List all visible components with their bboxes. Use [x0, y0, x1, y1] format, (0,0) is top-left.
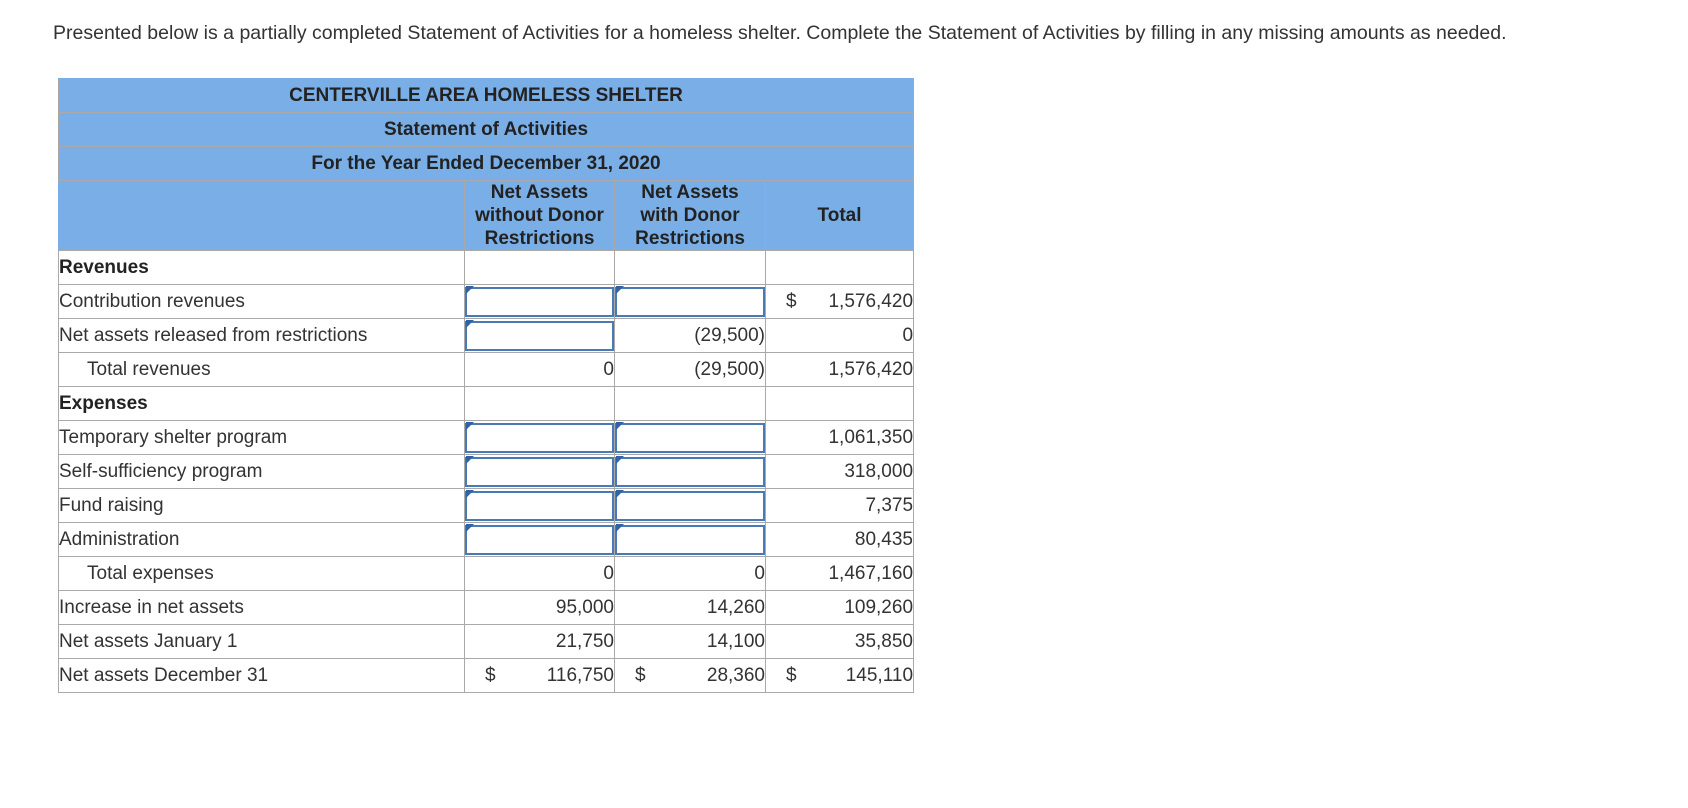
table-row-increase-net-assets — [59, 591, 914, 625]
table-row-self-sufficiency — [59, 455, 914, 489]
self-sufficiency-without-restrictions-input[interactable] — [465, 457, 614, 487]
col1-header-line1: Net Assets — [490, 182, 589, 203]
net-assets-dec31-with-restrictions: 28,360 — [706, 664, 765, 686]
table-row-contribution-revenues — [59, 285, 914, 319]
contribution-revenues-with-restrictions-input[interactable] — [615, 287, 765, 317]
row-label: Increase in net assets — [59, 591, 465, 625]
net-assets-dec31-total: 145,110 — [845, 664, 914, 686]
net-assets-jan1-with-restrictions: 14,100 — [615, 625, 766, 659]
org-name-header: CENTERVILLE AREA HOMELESS SHELTER — [59, 79, 914, 113]
empty-cell — [465, 251, 615, 285]
empty-cell — [615, 251, 766, 285]
col1-header-line2: without Donor — [475, 205, 604, 226]
currency-symbol: $ — [635, 664, 646, 686]
instructions-text: Presented below is a partially completed Statement of Activities for a homeless shelter. Complete the Statement of Activities by filling in any missing amounts as needed. — [53, 22, 1507, 44]
total-expenses-with-restrictions: 0 — [615, 557, 766, 591]
empty-cell — [465, 387, 615, 421]
net-assets-dec31-without-restrictions: 116,750 — [546, 664, 614, 686]
contribution-revenues-total-cell — [766, 285, 914, 319]
table-row-total-expenses — [59, 557, 914, 591]
column-header-with-donor-restrictions — [615, 181, 766, 251]
column-header-blank — [59, 181, 465, 251]
fund-raising-total: 7,375 — [766, 489, 914, 523]
table-row-net-assets-december-31 — [59, 659, 914, 693]
total-expenses-total: 1,467,160 — [766, 557, 914, 591]
column-header-without-donor-restrictions — [465, 181, 615, 251]
temporary-shelter-total: 1,061,350 — [766, 421, 914, 455]
net-assets-dec31-total-cell — [766, 659, 914, 693]
period-header: For the Year Ended December 31, 2020 — [59, 147, 914, 181]
increase-net-assets-with-restrictions: 14,260 — [615, 591, 766, 625]
total-expenses-without-restrictions: 0 — [465, 557, 615, 591]
row-label: Net assets December 31 — [59, 659, 465, 693]
row-label: Total expenses — [59, 557, 465, 591]
table-row-temporary-shelter — [59, 421, 914, 455]
administration-without-restrictions-input[interactable] — [465, 525, 614, 555]
row-label: Net assets January 1 — [59, 625, 465, 659]
net-assets-dec31-with-restrictions-cell — [615, 659, 766, 693]
currency-symbol: $ — [786, 290, 797, 312]
empty-cell — [766, 387, 914, 421]
total-revenues-with-restrictions: (29,500) — [615, 353, 766, 387]
table-row-fund-raising — [59, 489, 914, 523]
col2-header-line1: Net Assets — [641, 182, 739, 203]
net-assets-jan1-total: 35,850 — [766, 625, 914, 659]
statement-title-header: Statement of Activities — [59, 113, 914, 147]
empty-cell — [766, 251, 914, 285]
table-row-administration — [59, 523, 914, 557]
currency-symbol: $ — [786, 664, 797, 686]
table-row-net-assets-january-1 — [59, 625, 914, 659]
col1-header-line3: Restrictions — [484, 228, 595, 249]
self-sufficiency-with-restrictions-input[interactable] — [615, 457, 765, 487]
table-row-net-assets-released — [59, 319, 914, 353]
net-assets-released-total: 0 — [766, 319, 914, 353]
col2-header-line2: with Donor — [640, 205, 740, 226]
temporary-shelter-without-restrictions-input[interactable] — [465, 423, 614, 453]
administration-with-restrictions-input[interactable] — [615, 525, 765, 555]
empty-cell — [615, 387, 766, 421]
self-sufficiency-total: 318,000 — [766, 455, 914, 489]
fund-raising-with-restrictions-input[interactable] — [615, 491, 765, 521]
row-label: Administration — [59, 523, 465, 557]
row-label: Temporary shelter program — [59, 421, 465, 455]
net-assets-released-without-restrictions-input[interactable] — [465, 321, 614, 351]
row-label: Contribution revenues — [59, 285, 465, 319]
row-label: Self-sufficiency program — [59, 455, 465, 489]
temporary-shelter-with-restrictions-input[interactable] — [615, 423, 765, 453]
table-row-total-revenues — [59, 353, 914, 387]
net-assets-jan1-without-restrictions: 21,750 — [465, 625, 615, 659]
col2-header-line3: Restrictions — [635, 228, 745, 249]
net-assets-dec31-without-restrictions-cell — [465, 659, 615, 693]
administration-total: 80,435 — [766, 523, 914, 557]
row-label: Total revenues — [59, 353, 465, 387]
contribution-revenues-total: 1,576,420 — [828, 290, 914, 312]
section-row-revenues — [59, 251, 914, 285]
increase-net-assets-without-restrictions: 95,000 — [465, 591, 615, 625]
contribution-revenues-without-restrictions-input[interactable] — [465, 287, 614, 317]
total-revenues-without-restrictions: 0 — [465, 353, 615, 387]
row-label: Net assets released from restrictions — [59, 319, 465, 353]
section-row-expenses — [59, 387, 914, 421]
section-label-expenses: Expenses — [59, 387, 465, 421]
total-revenues-total: 1,576,420 — [766, 353, 914, 387]
section-label-revenues: Revenues — [59, 251, 465, 285]
net-assets-released-with-restrictions: (29,500) — [615, 319, 766, 353]
statement-of-activities-table — [58, 78, 914, 693]
row-label: Fund raising — [59, 489, 465, 523]
fund-raising-without-restrictions-input[interactable] — [465, 491, 614, 521]
increase-net-assets-total: 109,260 — [766, 591, 914, 625]
column-header-total: Total — [766, 181, 914, 251]
currency-symbol: $ — [485, 664, 496, 686]
